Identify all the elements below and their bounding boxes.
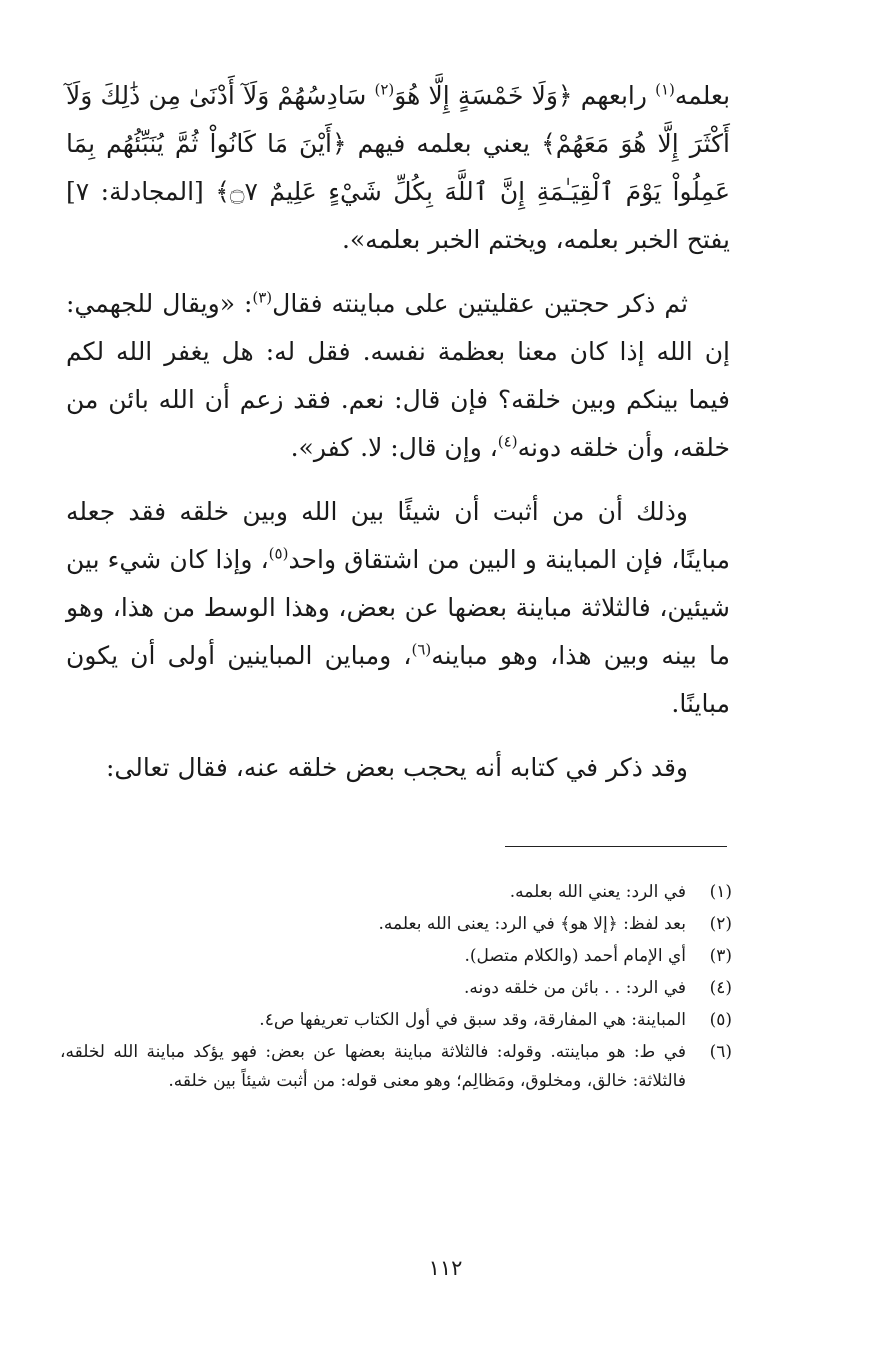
- text-run: ، وإذا كان شيء بين شيئين، فالثلاثة مباينة بعضها عن بعض، وهذا الوسط من هذا، وهو ما بينه وبين هذا، وهو مباينه: [66, 545, 730, 670]
- text-run: يعني بعلمه فيهم: [346, 129, 542, 158]
- footnote-ref-1: (١): [655, 80, 675, 99]
- footnote-3: [60, 942, 732, 971]
- text-run: رابعهم: [572, 81, 656, 110]
- footnote-1: [60, 878, 732, 907]
- text-run: [المجادلة: ٧] يفتح الخبر بعلمه، ويختم الخبر بعلمه».: [66, 177, 730, 254]
- main-text: [66, 72, 730, 808]
- footnotes: [60, 878, 732, 1099]
- footnote-5: [60, 1006, 732, 1035]
- footnote-text: في الرد: . . بائن من خلقه دونه.: [463, 978, 686, 998]
- footnote-number: (١): [709, 882, 732, 902]
- paragraph-1: [66, 72, 730, 264]
- footnote-ref-2: (٢): [374, 80, 395, 99]
- footnote-6: [60, 1038, 732, 1096]
- footnote-2: [60, 910, 732, 939]
- text-run: بعلمه: [674, 81, 731, 110]
- quran-quote: ﴿وَلَا خَمْسَةٍ إِلَّا هُوَ: [394, 81, 573, 110]
- quran-quote: سَادِسُهُمْ وَلَآ أَدْنَىٰ مِن ذَٰلِكَ وَلَآ أَكْثَرَ إِلَّا هُوَ مَعَهُمْ﴾: [66, 81, 730, 158]
- paragraph-3: [66, 488, 730, 728]
- footnote-number: (٥): [709, 1010, 732, 1030]
- footnote-separator: [505, 846, 727, 847]
- text-run: وذلك أن من أثبت أن شيئًا بين الله وبين خلقه فقد جعله مباينًا، فإن المباينة و البين من اشتقاق واحد: [66, 497, 730, 574]
- footnote-number: (٤): [709, 978, 732, 998]
- footnote-number: (٢): [709, 914, 732, 934]
- page-number: ١١٢: [428, 1256, 463, 1280]
- text-run: ثم ذكر حجتين عقليتين على مباينته فقال: [272, 289, 688, 318]
- text-run: ، وإن قال: لا. كفر».: [290, 433, 498, 462]
- text-run: : «ويقال للجهمي: إن الله إذا كان معنا بعظمة نفسه. فقل له: هل يغفر الله لكم فيما بينكم وبين خلقه؟ فإن قال: نعم. فقد زعم أن الله بائن من خلقه، وأن خلقه دونه: [66, 289, 730, 462]
- text-run: ، ومباين المباينين أولى أن يكون مباينًا.: [66, 641, 730, 718]
- footnote-4: [60, 974, 732, 1003]
- footnote-ref-6: (٦): [411, 640, 432, 659]
- footnote-ref-3: (٣): [252, 288, 273, 307]
- quran-quote: ﴿أَيْنَ مَا كَانُواْ ثُمَّ يُنَبِّئُهُم بِمَا عَمِلُواْ يَوْمَ ٱلْقِيَـٰمَةِ إِنَّ ٱللَّهَ بِكُلِّ شَيْءٍ عَلِيمٌ ۝٧﴾: [66, 129, 731, 206]
- footnote-number: (٦): [709, 1042, 732, 1062]
- footnote-text: في الرد: يعني الله بعلمه.: [509, 882, 686, 902]
- footnote-ref-4: (٤): [497, 432, 518, 451]
- footnote-ref-5: (٥): [268, 544, 289, 563]
- footnote-text: في ط: هو مباينته. وقوله: فالثلاثة مباينة بعضها عن بعض: فهو يؤكد مباينة الله لخلقه، فالثلاثة: خالق، ومخلوق، ومَظالِم؛ وهو معنى قوله: من أثبت شيئاً بين خلقه.: [60, 1042, 686, 1091]
- footnote-number: (٣): [709, 946, 732, 966]
- paragraph-2: [66, 280, 730, 472]
- paragraph-4: وقد ذكر في كتابه أنه يحجب بعض خلقه عنه، فقال تعالى:: [106, 753, 688, 782]
- footnote-text: بعد لفظ: ﴿إلا هو﴾ في الرد: يعنى الله بعلمه.: [378, 914, 686, 934]
- footnote-text: أي الإمام أحمد (والكلام متصل).: [464, 946, 686, 966]
- footnote-text: المباينة: هي المفارقة، وقد سبق في أول الكتاب تعريفها ص٤.: [259, 1010, 686, 1030]
